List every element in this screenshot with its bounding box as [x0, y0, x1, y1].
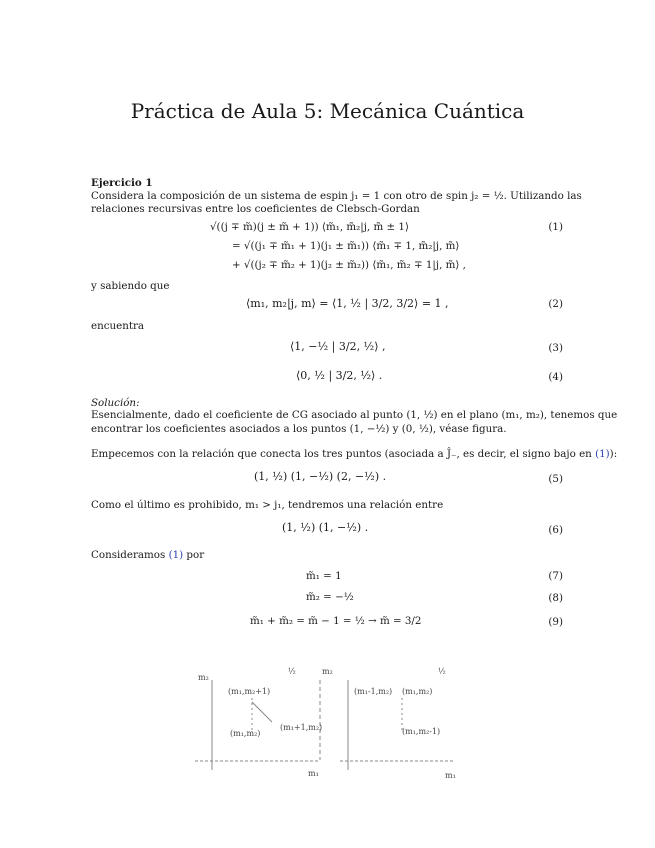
left-axis-x-label: m₁ [308, 769, 319, 778]
equation-8-number: (8) [548, 592, 563, 604]
equation-3-number: (3) [548, 342, 563, 354]
exercise-text-line-2: relaciones recursivas entre los coeficientes de Clebsch-Gordan [91, 203, 420, 215]
equation-5: (1, ½) (1, −½) (2, −½) . [254, 470, 387, 483]
equation-7: m̃₁ = 1 [306, 570, 342, 582]
right-top-label: ½ [438, 667, 446, 676]
right-axis-y-label: m₂ [322, 667, 333, 676]
exercise-heading: Ejercicio 1 [91, 177, 153, 189]
left-point-c: (m₁+1,m₂) [280, 723, 323, 732]
equation-8: m̃₂ = −½ [306, 591, 354, 603]
equation-ref-link[interactable]: (1) [595, 448, 610, 460]
equation-7-number: (7) [548, 570, 563, 582]
equation-5-number: (5) [548, 473, 563, 485]
find-text: encuentra [91, 320, 145, 332]
equation-ref-link[interactable]: (1) [168, 549, 184, 561]
forbidden-text: Como el último es prohibido, m₁ > j₁, tendremos una relación entre [91, 499, 444, 511]
left-top-label: ½ [288, 667, 296, 676]
exercise-text-line-1: Considera la composición de un sistema de espin j₁ = 1 con otro de spin j₂ = ½. Utilizando las [91, 190, 582, 202]
equation-9-number: (9) [548, 616, 563, 628]
solution-heading: Solución: [91, 397, 140, 409]
equation-1-line-1: √((j ∓ m̃)(j ± m̃ + 1)) ⟨m̃₁, m̃₂|j, m̃ ± 1⟩ [210, 221, 409, 233]
equation-1-line-2: = √((j₁ ∓ m̃₁ + 1)(j₁ ± m̃₁)) ⟨m̃₁ ∓ 1, m̃₂|j, m̃⟩ [232, 240, 460, 252]
equation-9: m̃₁ + m̃₂ = m̃ − 1 = ½ → m̃ = 3/2 [250, 615, 422, 627]
consider-text: Consideramos (1) por [91, 549, 205, 561]
right-point-c: (m₁,m₂-1) [402, 727, 441, 736]
equation-1-line-3: + √((j₂ ∓ m̃₂ + 1)(j₂ ± m̃₂)) ⟨m̃₁, m̃₂ ∓ 1|j, m̃⟩ , [232, 259, 466, 271]
cg-plane-figure [190, 660, 470, 785]
equation-2-number: (2) [548, 298, 563, 310]
equation-6-number: (6) [548, 524, 563, 536]
equation-3: ⟨1, −½ | 3/2, ½⟩ , [290, 340, 386, 353]
equation-4-number: (4) [548, 371, 563, 383]
left-point-a: (m₁,m₂+1) [228, 687, 271, 696]
equation-1-number: (1) [548, 221, 563, 233]
right-point-b: (m₁,m₂) [402, 687, 433, 696]
right-point-a: (m₁-1,m₂) [354, 687, 393, 696]
solution-text-line-1: Esencialmente, dado el coeficiente de CG asociado al punto (1, ½) en el plano (m₁, m₂), tenemos que [91, 409, 618, 421]
solution-text-line-2: encontrar los coeficientes asociados a los puntos (1, −½) y (0, ½), véase figura. [91, 423, 507, 435]
equation-2: ⟨m₁, m₂|j, m⟩ = ⟨1, ½ | 3/2, 3/2⟩ = 1 , [246, 297, 449, 310]
page-title: Práctica de Aula 5: Mecánica Cuántica [130, 99, 525, 123]
knowing-text: y sabiendo que [91, 280, 170, 292]
start-text: Empecemos con la relación que conecta los tres puntos (asociada a Ĵ₋, es decir, el signo bajo en (1)): [91, 448, 618, 460]
left-point-b: (m₁,m₂) [230, 729, 261, 738]
equation-6: (1, ½) (1, −½) . [282, 521, 369, 534]
right-axis-x-label: m₁ [445, 771, 456, 780]
left-axis-y-label: m₂ [198, 673, 209, 682]
equation-4: ⟨0, ½ | 3/2, ½⟩ . [296, 369, 383, 382]
